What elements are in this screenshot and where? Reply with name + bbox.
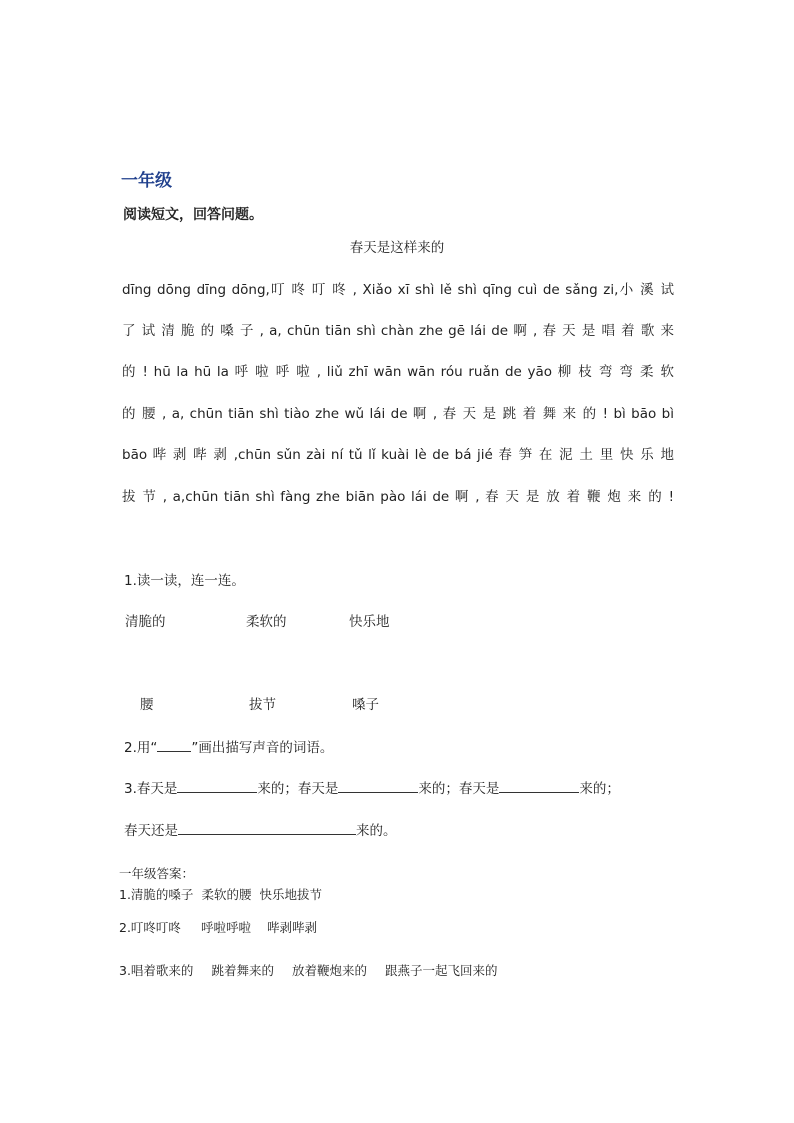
grade-title: 一年级 — [121, 171, 172, 191]
instruction: 阅读短文，回答问题。 — [123, 207, 263, 223]
answer-blank[interactable] — [499, 778, 579, 793]
passage-line: 的 ! hū la hū la 呼 啦 呼 啦 , liǔ zhī wān wān róu ruǎn de yāo 柳 枝 弯 弯 柔 软 — [122, 364, 674, 380]
answer-blank[interactable] — [177, 778, 257, 793]
passage-line: 拔 节 , a,chūn tiān shì fàng zhe biān pào lái de 啊 , 春 天 是 放 着 鞭 炮 来 的 ! — [122, 489, 674, 505]
answer-blank[interactable] — [338, 778, 418, 793]
question-1-prompt: 1.读一读，连一连。 — [124, 573, 245, 589]
answer-blank[interactable] — [178, 820, 356, 835]
answer-3 — [119, 961, 497, 979]
passage-line: 的 腰 , a, chūn tiān shì tiào zhe wǔ lái de 啊 , 春 天 是 跳 着 舞 来 的 ! bì bāo bì — [122, 406, 674, 422]
question-3-text: 来的。 — [356, 823, 397, 839]
answer-item: 放着鞭炮来的 — [291, 963, 367, 978]
passage-line: bāo 哔 剥 哔 剥 ,chūn sǔn zài ní tǔ lǐ kuài lè de bá jié 春 笋 在 泥 土 里 快 乐 地 — [122, 447, 674, 463]
question-2-before: 2.用“ — [124, 740, 158, 756]
answer-item: 3.唱着歌来的 — [119, 963, 194, 978]
answer-item: 跟燕子一起飞回来的 — [384, 963, 498, 978]
answer-item: 柔软的腰 — [201, 887, 252, 902]
match-word-bottom: 嗓子 — [352, 697, 379, 713]
question-3-text: 来的；春天是 — [418, 781, 500, 797]
match-word-top: 快乐地 — [349, 614, 390, 630]
question-3-text: 春天还是 — [124, 823, 178, 839]
answer-item: 快乐地拔节 — [259, 887, 322, 902]
passage-line: 了 试 清 脆 的 嗓 子 , a, chūn tiān shì chàn zhe gē lái de 啊 , 春 天 是 唱 着 歌 来 — [122, 323, 674, 339]
match-word-bottom: 腰 — [140, 697, 154, 713]
question-2 — [124, 736, 333, 756]
answer-2 — [119, 918, 317, 936]
answer-item: 1.清脆的嗓子 — [119, 887, 194, 902]
question-3-line-2 — [124, 819, 397, 839]
question-3-line-1 — [124, 777, 620, 797]
question-2-after: ”画出描写声音的词语。 — [191, 740, 334, 756]
answer-item: 2.叮咚叮咚 — [119, 920, 181, 935]
answer-item: 哔剥哔剥 — [266, 920, 317, 935]
match-word-top: 清脆的 — [125, 614, 166, 630]
match-word-bottom: 拔节 — [249, 697, 276, 713]
match-word-top: 柔软的 — [246, 614, 287, 630]
passage-line: dīng dōng dīng dōng,叮 咚 叮 咚 , Xiǎo xī shì lě shì qīng cuì de sǎng zi,小 溪 试 — [122, 282, 674, 298]
answer-item: 呼啦呼啦 — [200, 920, 251, 935]
passage-title: 春天是这样来的 — [349, 240, 445, 256]
question-3-text: 来的；春天是 — [257, 781, 339, 797]
question-3-text: 来的； — [579, 781, 620, 797]
answer-1 — [119, 885, 322, 903]
answers-title: 一年级答案： — [119, 866, 195, 881]
question-3-text: 3.春天是 — [124, 781, 178, 797]
underline-blank[interactable] — [157, 737, 191, 752]
answer-item: 跳着舞来的 — [211, 963, 274, 978]
